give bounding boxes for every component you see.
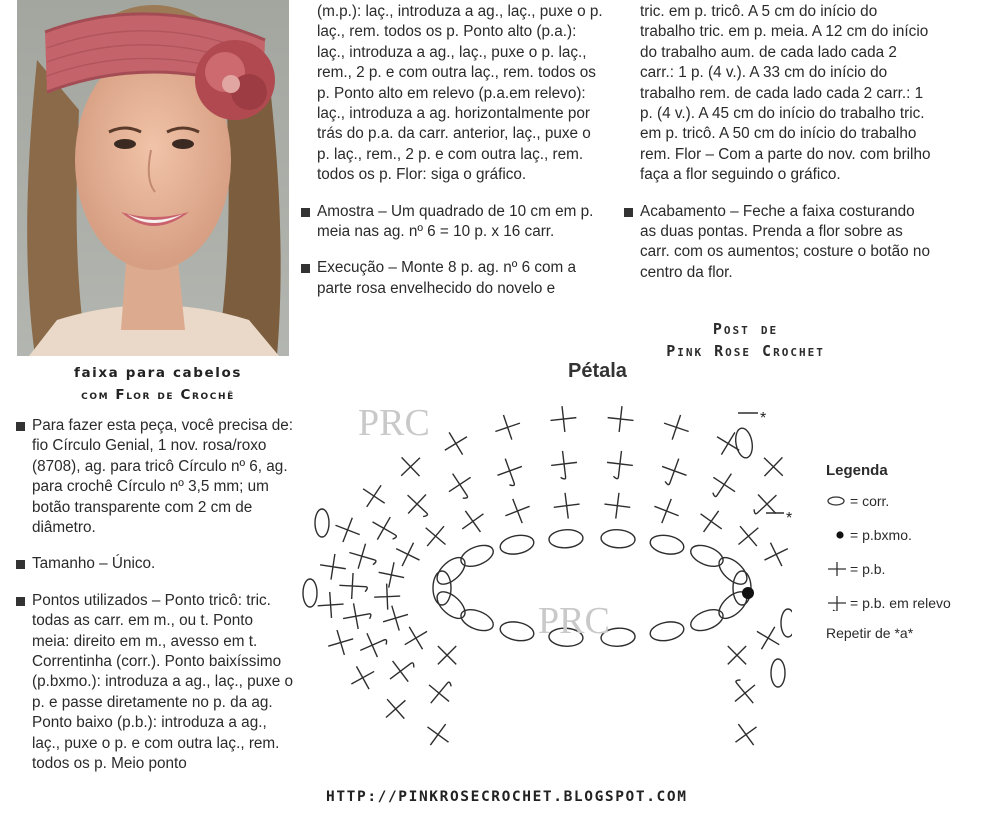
single-stitch	[396, 543, 419, 566]
title-line-1: faixa para cabelos	[73, 365, 243, 381]
single-stitch	[739, 526, 759, 546]
materials-paragraph: Para fazer esta peça, você precisa de: fio Círculo Genial, 1 nov. rosa/roxo (8708), ag. para tricô Círculo nº 6, ag. para crochê Círculo nº 3,5 mm; um botão transparente com 2 cm de diâmetro.	[14, 416, 294, 538]
single-stitch	[328, 630, 353, 655]
single-stitch	[735, 724, 756, 745]
petal-crochet-chart	[292, 383, 792, 793]
legend-item-slip	[826, 523, 981, 547]
post-credit-line-2: Pink Rose Crochet	[666, 342, 825, 360]
single-stitch	[505, 499, 529, 523]
relief-stitch	[754, 495, 776, 514]
single-stitch	[383, 606, 408, 631]
legend-label-chain: = corr.	[850, 493, 890, 509]
legend-item-chain	[826, 489, 981, 513]
single-stitch	[445, 432, 467, 454]
size-paragraph: Tamanho – Único.	[14, 554, 294, 574]
text-column-1	[14, 416, 294, 791]
single-cross-icon	[826, 561, 848, 577]
single-stitch	[728, 646, 746, 664]
gauge-paragraph: Amostra – Um quadrado de 10 cm em p. meia nas ag. nº 6 = 10 p. x 16 carr.	[299, 202, 604, 243]
relief-stitch	[713, 474, 735, 497]
single-stitch	[318, 592, 344, 618]
single-stitch	[554, 493, 580, 519]
relief-stitch	[551, 451, 577, 479]
model-photo	[17, 0, 289, 356]
single-stitch	[363, 485, 385, 507]
chain-oval-icon	[826, 493, 848, 509]
chart-marks	[303, 406, 792, 745]
single-stitch	[335, 518, 359, 542]
single-stitch	[764, 543, 787, 566]
single-stitch	[701, 511, 722, 532]
relief-stitch	[343, 603, 371, 629]
single-stitch	[764, 457, 783, 476]
single-stitch	[757, 627, 779, 649]
relief-stitch	[408, 495, 428, 517]
relief-stitch	[349, 544, 376, 569]
single-stitch	[462, 511, 483, 532]
legend-item-single	[826, 557, 981, 581]
post-credit	[618, 318, 873, 362]
stitches-paragraph: Pontos utilizados – Ponto tricô: tric. todas as carr. em m., ou t. Ponto meia: direito em m., avesso em t. Correntinha (corr.). Ponto baixíssimo (p.bxmo.): introduza a ag., laç., puxe o p. e passe diretamente no p. da ag. Ponto baixo (p.b.): introduza a ag., laç., puxe o p. e com outra laç., rem. todos os p. Meio ponto	[14, 591, 294, 775]
relief-stitch	[390, 661, 414, 682]
legend-label-slip: = p.bxmo.	[850, 527, 912, 543]
chain-stitch	[499, 533, 536, 557]
single-stitch	[654, 499, 678, 523]
article-title	[22, 362, 294, 406]
chart-legend	[826, 462, 981, 641]
title-line-2: com Flor de Crochê	[81, 387, 235, 403]
relief-stitch	[735, 680, 755, 703]
single-stitch	[664, 415, 689, 440]
chain-stitch	[433, 571, 451, 605]
chain-stitch	[548, 529, 583, 549]
chain-stitch	[649, 619, 686, 643]
chain-stitch	[499, 619, 536, 643]
legend-repeat-note: Repetir de *a*	[826, 625, 914, 641]
relief-stitch	[360, 633, 386, 657]
chain-stitch	[734, 427, 755, 459]
single-stitch	[374, 584, 400, 610]
single-stitch	[427, 724, 448, 745]
chain-stitch	[303, 579, 317, 607]
relief-stitch	[339, 573, 367, 599]
post-credit-line-1: Post de	[712, 320, 779, 338]
relief-stitch	[497, 459, 521, 486]
slip-dot-icon	[826, 527, 848, 543]
chart-title: Pétala	[568, 360, 627, 382]
relief-stitch	[662, 459, 686, 485]
chain-stitch	[601, 529, 636, 549]
legend-item-relief	[826, 591, 981, 615]
single-stitch	[608, 406, 634, 432]
single-stitch	[379, 562, 404, 587]
stitches-continued-paragraph: (m.p.): laç., introduza a ag., laç., puxe o p. laç., rem. todos os p. Ponto alto (p.a.): laç., introduza a ag., laç., puxe o p. laç., rem., 2 p. e com outra laç., rem. todos os p. Ponto alto em relevo (p.a.em relevo): laç., introduza a ag. horizontalmente por trás do p.a. da carr. anterior, laç., puxe o p. laç., rem., 2 p. e com outra laç., rem. todos os p. Flor: siga o gráfico.	[317, 3, 603, 184]
asterisk-middle: *	[786, 510, 792, 527]
relief-stitch	[607, 451, 633, 479]
relief-cross-icon	[826, 595, 848, 611]
single-stitch	[426, 526, 446, 546]
chain-stitch	[688, 541, 726, 570]
chain-stitch	[649, 533, 686, 557]
text-column-3	[622, 2, 932, 299]
relief-stitch	[449, 474, 471, 499]
single-stitch	[438, 646, 456, 664]
chain-stitch	[458, 541, 496, 570]
chain-stitch	[771, 659, 785, 687]
legend-label-single: = p.b.	[850, 561, 886, 577]
watermark-top: PRC	[358, 402, 430, 444]
single-stitch	[320, 554, 346, 580]
single-stitch	[351, 666, 374, 689]
chain-stitch	[458, 605, 496, 634]
execution-paragraph: Execução – Monte 8 p. ag. nº 6 com a parte rosa envelhecido do novelo e	[299, 258, 604, 299]
chain-stitch	[315, 509, 329, 537]
single-stitch	[386, 699, 405, 718]
single-stitch	[604, 493, 630, 519]
chain-stitch	[781, 609, 792, 637]
chain-stitch	[688, 605, 726, 634]
asterisk-top: *	[760, 410, 767, 427]
legend-title: Legenda	[826, 462, 888, 479]
execution-continued-paragraph: tric. em p. tricô. A 5 cm do início do trabalho tric. em p. meia. A 12 cm do início do trabalho aum. de cada lado cada 2 carr.: 1 p. (4 v.). A 33 cm do início do trabalho rem. de cada lado cada 2 carr.: 1 p. (4 v.). A 45 cm do início do trabalho tric. em p. tricô. A 50 cm do início do trabalho rem. Flor – Com a parte do nov. com brilho faça a flor seguindo o gráfico.	[640, 3, 931, 184]
single-stitch	[405, 627, 427, 649]
text-column-2	[299, 2, 604, 315]
relief-stitch	[373, 517, 397, 540]
watermark-center: PRC	[538, 600, 610, 642]
relief-stitch	[429, 682, 451, 703]
single-stitch	[401, 457, 420, 476]
finishing-paragraph: Acabamento – Feche a faixa costurando as duas pontas. Prenda a flor sobre as carr. com os aumentos; costure o botão no centro da flor.	[622, 202, 932, 284]
slip-stitch	[742, 587, 754, 599]
single-stitch	[551, 406, 577, 432]
blog-url: HTTP://PINKROSECROCHET.BLOGSPOT.COM	[326, 789, 688, 805]
single-stitch	[495, 415, 520, 440]
legend-label-relief: = p.b. em relevo	[850, 595, 951, 611]
